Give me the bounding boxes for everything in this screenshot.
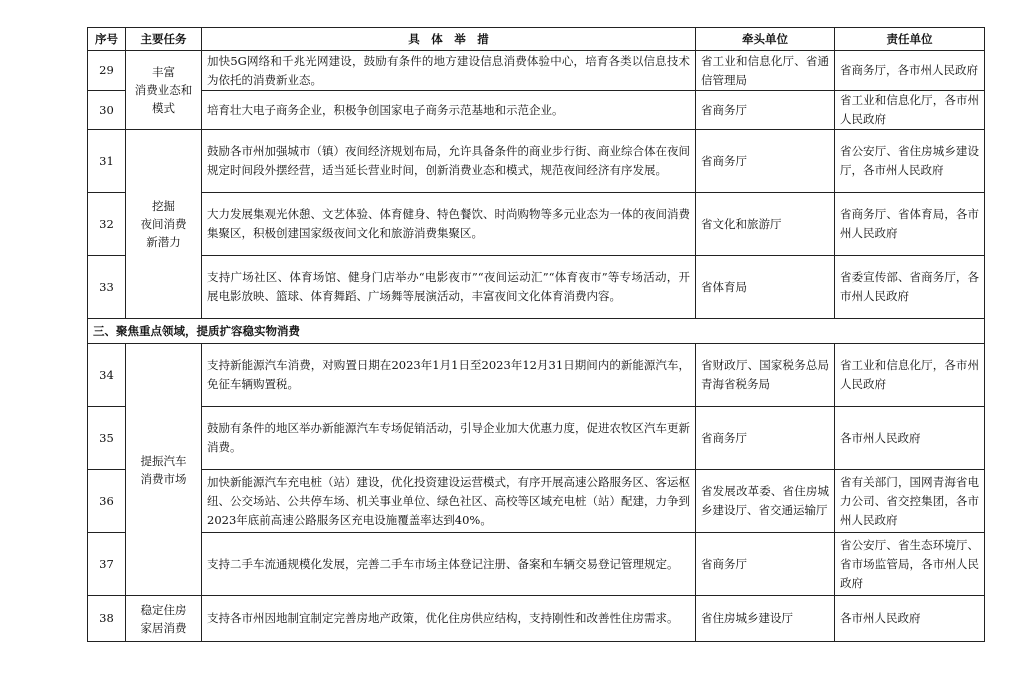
row-no: 29 [88, 51, 126, 91]
main-task [126, 344, 202, 596]
table-row [88, 596, 985, 642]
measure-text: 加快5G网络和千兆光网建设，鼓励有条件的地方建设信息消费体验中心，培育各类以信息技术为依托的消费新业态。 [202, 51, 696, 91]
section-heading: 三、聚焦重点领域，提质扩容稳实物消费 [88, 319, 985, 344]
responsible-unit: 省公安厅、省住房城乡建设厅，各市州人民政府 [835, 130, 985, 193]
main-task-label: 稳定住房 家居消费 [140, 602, 187, 635]
header-task: 主要任务 [126, 28, 202, 51]
measure-text: 支持各市州因地制宜制定完善房地产政策，优化住房供应结构，支持刚性和改善性住房需求。 [202, 596, 696, 642]
row-no: 32 [88, 193, 126, 256]
lead-unit: 省住房城乡建设厅 [696, 596, 835, 642]
row-no: 36 [88, 470, 126, 533]
responsible-unit: 各市州人民政府 [835, 596, 985, 642]
responsible-unit: 省工业和信息化厅，各市州人民政府 [835, 91, 985, 130]
row-no: 37 [88, 533, 126, 596]
measure-text: 鼓励有条件的地区举办新能源汽车专场促销活动，引导企业加大优惠力度，促进农牧区汽车更新消费。 [202, 407, 696, 470]
table-row [88, 51, 985, 91]
measures-table [87, 27, 985, 642]
measure-text: 鼓励各市州加强城市（镇）夜间经济规划布局，允许具备条件的商业步行街、商业综合体在夜间规定时间段外摆经营，适当延长营业时间，创新消费业态和模式，规范夜间经济有序发展。 [202, 130, 696, 193]
table-row [88, 533, 985, 596]
row-no: 34 [88, 344, 126, 407]
row-no: 35 [88, 407, 126, 470]
responsible-unit: 各市州人民政府 [835, 407, 985, 470]
measure-text: 支持新能源汽车消费，对购置日期在2023年1月1日至2023年12月31日期间内的新能源汽车，免征车辆购置税。 [202, 344, 696, 407]
row-no: 38 [88, 596, 126, 642]
row-no: 30 [88, 91, 126, 130]
lead-unit: 省发展改革委、省住房城乡建设厅、省交通运输厅 [696, 470, 835, 533]
lead-unit: 省商务厅 [696, 533, 835, 596]
responsible-unit: 省商务厅、省体育局，各市州人民政府 [835, 193, 985, 256]
measure-text: 加快新能源汽车充电桩（站）建设，优化投资建设运营模式，有序开展高速公路服务区、客运枢纽、公交场站、公共停车场、机关事业单位、绿色社区、高校等区域充电桩（站）配建，力争到2023年底前高速公路服务区充电设施覆盖率达到40%。 [202, 470, 696, 533]
row-no: 33 [88, 256, 126, 319]
row-no: 31 [88, 130, 126, 193]
responsible-unit: 省商务厅，各市州人民政府 [835, 51, 985, 91]
main-task-label: 挖掘 夜间消费 新潜力 [140, 199, 187, 249]
header-lead-unit: 牵头单位 [696, 28, 835, 51]
main-task [126, 51, 202, 130]
table-row [88, 130, 985, 193]
measure-text: 支持广场社区、体育场馆、健身门店举办“电影夜市”“夜间运动汇”“体育夜市”等专场活动，开展电影放映、篮球、体育舞蹈、广场舞等展演活动，丰富夜间文化体育消费内容。 [202, 256, 696, 319]
table-row [88, 407, 985, 470]
lead-unit: 省文化和旅游厅 [696, 193, 835, 256]
measure-text: 大力发展集观光休憩、文艺体验、体育健身、特色餐饮、时尚购物等多元业态为一体的夜间消费集聚区，积极创建国家级夜间文化和旅游消费集聚区。 [202, 193, 696, 256]
header-measure: 具 体 举 措 [202, 28, 696, 51]
responsible-unit: 省公安厅、省生态环境厅、省市场监管局，各市州人民政府 [835, 533, 985, 596]
table-row [88, 91, 985, 130]
responsible-unit: 省工业和信息化厅，各市州人民政府 [835, 344, 985, 407]
header-no: 序号 [88, 28, 126, 51]
table-row [88, 344, 985, 407]
main-task-label: 提振汽车 消费市场 [140, 453, 187, 486]
main-task [126, 130, 202, 319]
lead-unit: 省体育局 [696, 256, 835, 319]
main-task [126, 596, 202, 642]
header-responsible-unit: 责任单位 [835, 28, 985, 51]
responsible-unit: 省委宣传部、省商务厅，各市州人民政府 [835, 256, 985, 319]
measure-text: 培育壮大电子商务企业，积极争创国家电子商务示范基地和示范企业。 [202, 91, 696, 130]
header-row [88, 28, 985, 51]
responsible-unit: 省有关部门，国网青海省电力公司、省交控集团，各市州人民政府 [835, 470, 985, 533]
lead-unit: 省商务厅 [696, 130, 835, 193]
main-task-label: 丰富 消费业态和 模式 [134, 65, 193, 115]
lead-unit: 省财政厅、国家税务总局青海省税务局 [696, 344, 835, 407]
table-row [88, 256, 985, 319]
section-heading-row [88, 319, 985, 344]
table-row [88, 470, 985, 533]
measure-text: 支持二手车流通规模化发展，完善二手车市场主体登记注册、备案和车辆交易登记管理规定。 [202, 533, 696, 596]
lead-unit: 省商务厅 [696, 91, 835, 130]
lead-unit: 省商务厅 [696, 407, 835, 470]
table-row [88, 193, 985, 256]
lead-unit: 省工业和信息化厅、省通信管理局 [696, 51, 835, 91]
